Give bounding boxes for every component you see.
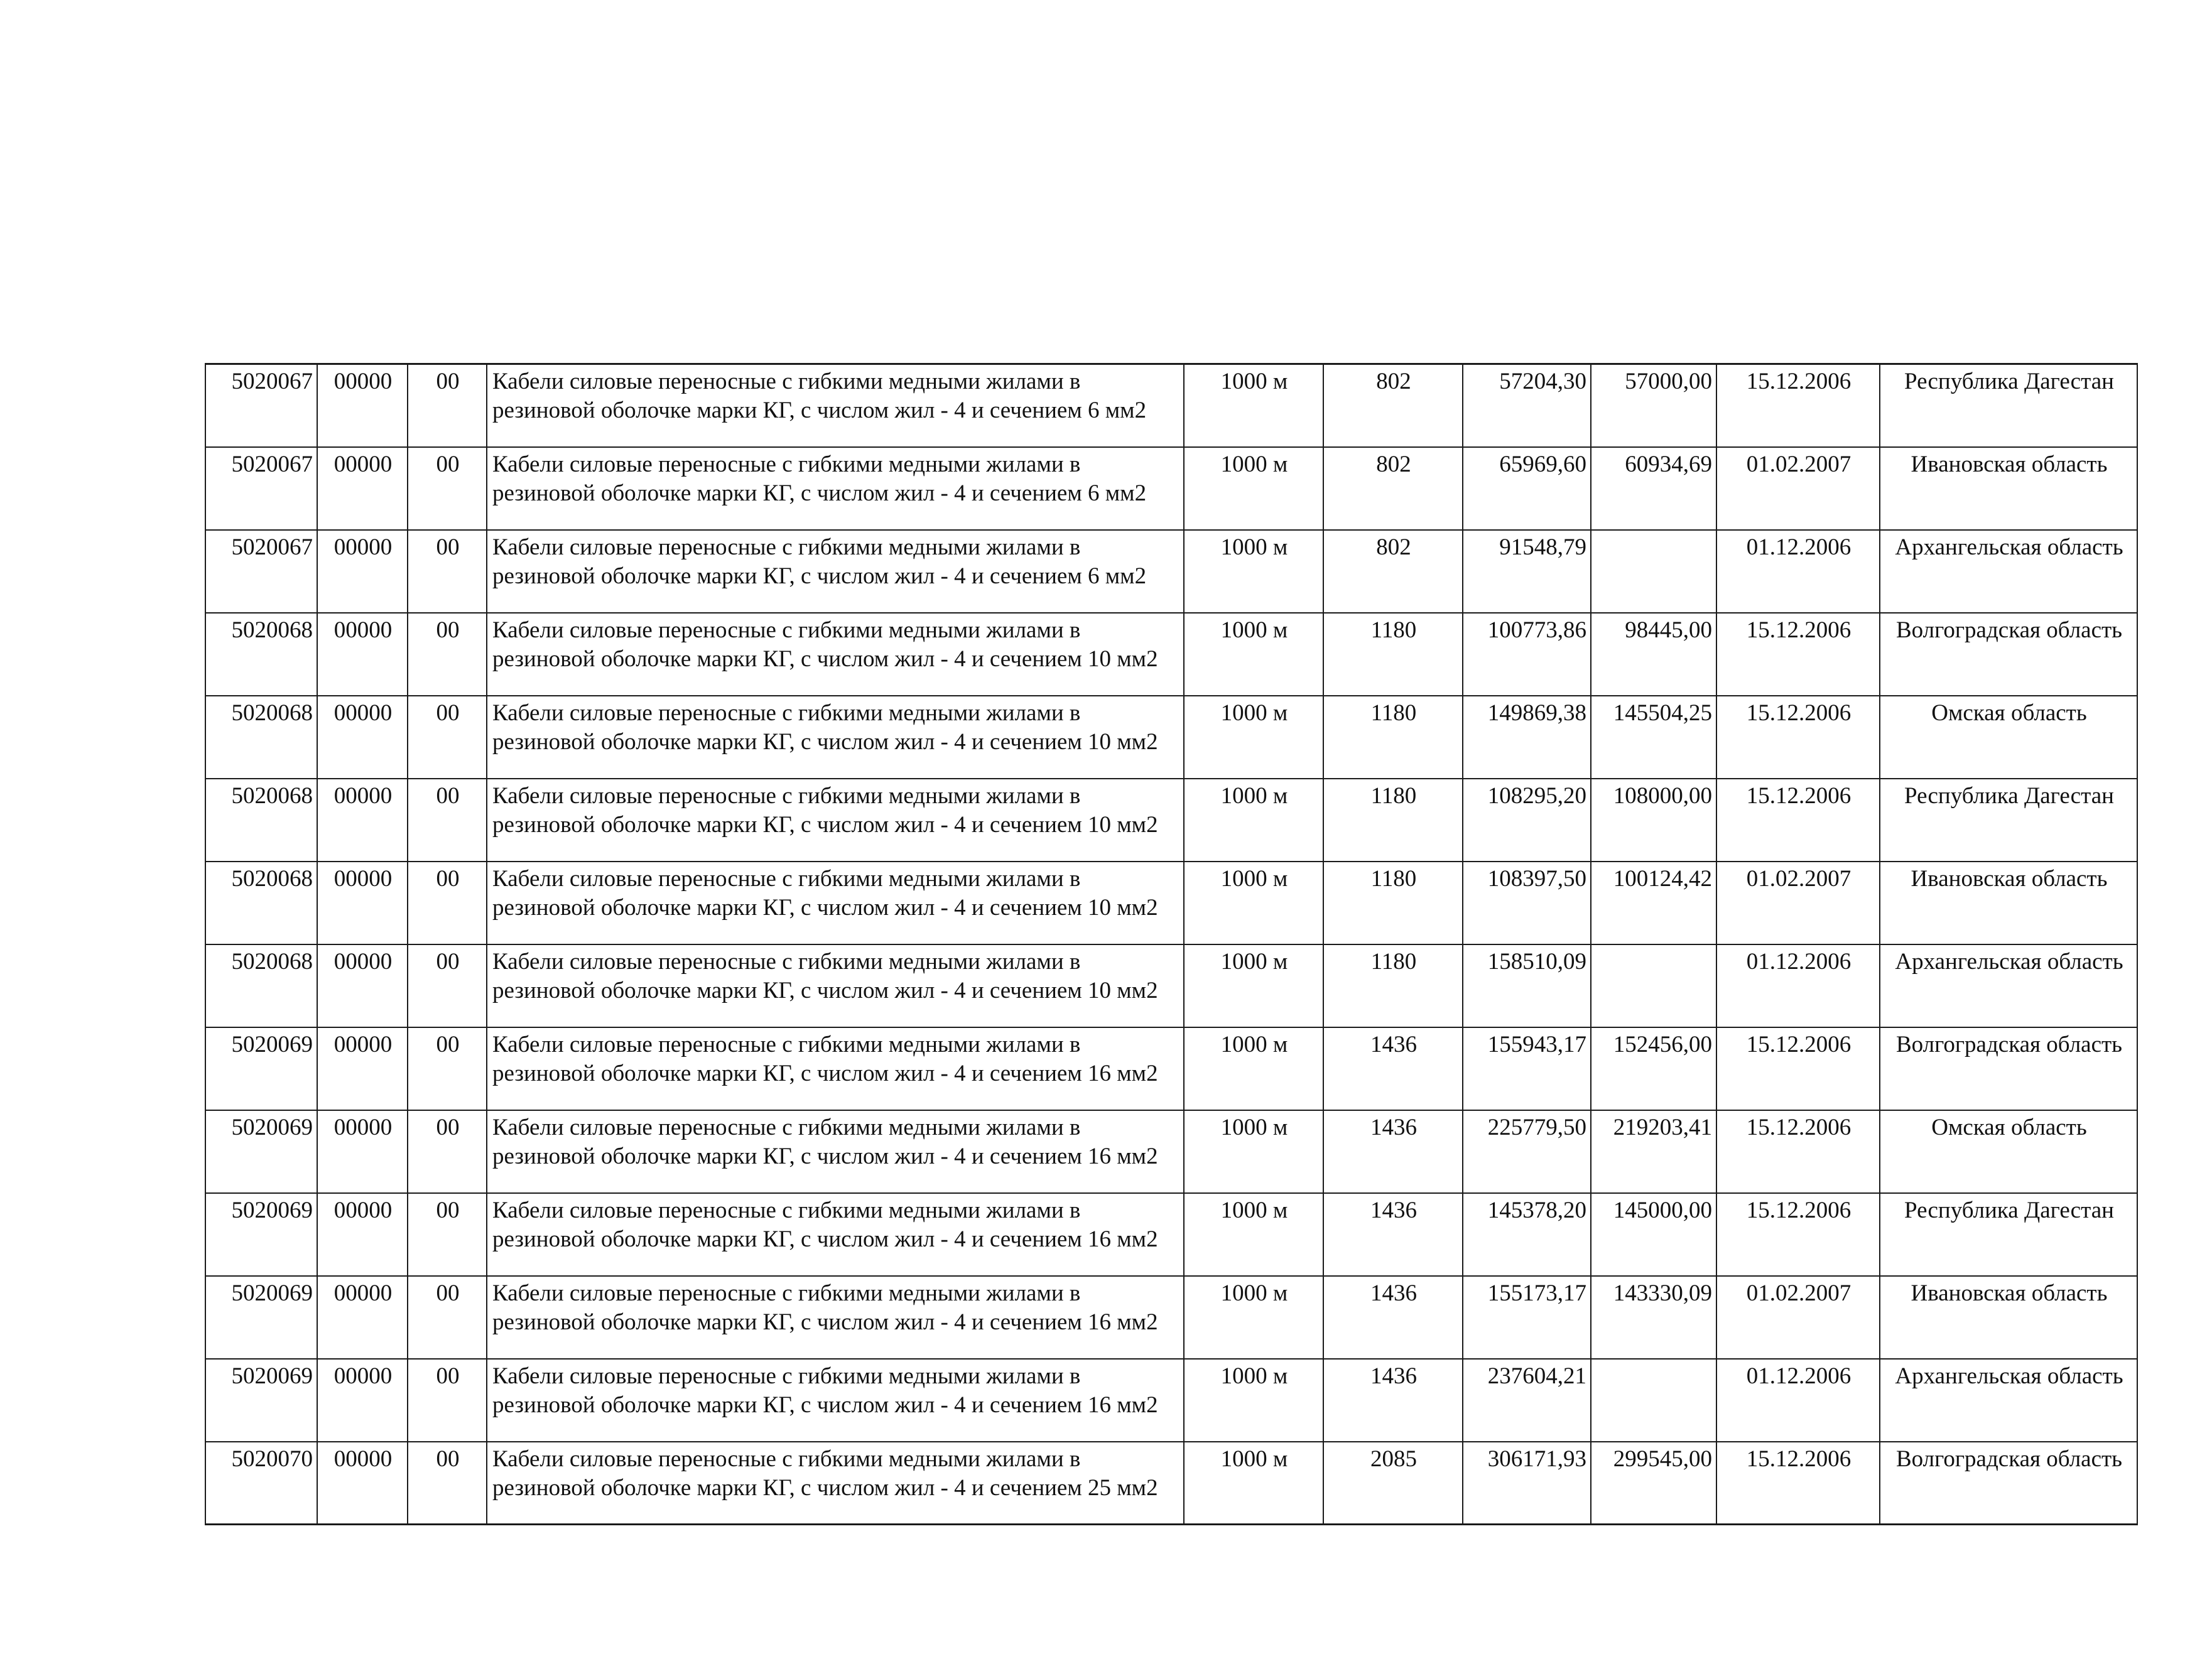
price-cell: 149869,38 — [1463, 696, 1591, 779]
table-row — [205, 1110, 2137, 1193]
quantity-cell: 1180 — [1323, 696, 1463, 779]
date-cell: 01.02.2007 — [1716, 447, 1880, 530]
price-cell: 108397,50 — [1463, 862, 1591, 944]
unit-cell: 1000 м — [1184, 447, 1323, 530]
region-cell: Республика Дагестан — [1880, 1193, 2137, 1276]
description-cell: Кабели силовые переносные с гибкими медными жилами в резиновой оболочке марки КГ, с числом жил - 4 и сечением 10 мм2 — [487, 862, 1184, 944]
subcode-2-cell: 00 — [408, 1110, 487, 1193]
unit-cell: 1000 м — [1184, 1193, 1323, 1276]
region-cell: Волгоградская область — [1880, 1442, 2137, 1525]
subcode-cell: 00000 — [317, 1193, 408, 1276]
subcode-cell: 00000 — [317, 530, 408, 613]
product-code-cell: 5020068 — [205, 696, 317, 779]
unit-cell: 1000 м — [1184, 530, 1323, 613]
price-2-cell: 299545,00 — [1591, 1442, 1716, 1525]
description-cell: Кабели силовые переносные с гибкими медными жилами в резиновой оболочке марки КГ, с числом жил - 4 и сечением 6 мм2 — [487, 530, 1184, 613]
price-2-cell: 145000,00 — [1591, 1193, 1716, 1276]
product-code-cell: 5020069 — [205, 1027, 317, 1110]
price-cell: 155943,17 — [1463, 1027, 1591, 1110]
unit-cell: 1000 м — [1184, 364, 1323, 447]
quantity-cell: 1180 — [1323, 613, 1463, 696]
subcode-cell: 00000 — [317, 944, 408, 1027]
table-row — [205, 1359, 2137, 1442]
description-cell: Кабели силовые переносные с гибкими медными жилами в резиновой оболочке марки КГ, с числом жил - 4 и сечением 25 мм2 — [487, 1442, 1184, 1525]
description-cell: Кабели силовые переносные с гибкими медными жилами в резиновой оболочке марки КГ, с числом жил - 4 и сечением 10 мм2 — [487, 779, 1184, 862]
subcode-2-cell: 00 — [408, 862, 487, 944]
description-cell: Кабели силовые переносные с гибкими медными жилами в резиновой оболочке марки КГ, с числом жил - 4 и сечением 6 мм2 — [487, 447, 1184, 530]
unit-cell: 1000 м — [1184, 613, 1323, 696]
price-2-cell: 219203,41 — [1591, 1110, 1716, 1193]
table-row — [205, 613, 2137, 696]
price-2-cell — [1591, 530, 1716, 613]
subcode-2-cell: 00 — [408, 779, 487, 862]
price-cell: 158510,09 — [1463, 944, 1591, 1027]
subcode-2-cell: 00 — [408, 1442, 487, 1525]
subcode-cell: 00000 — [317, 779, 408, 862]
price-cell: 57204,30 — [1463, 364, 1591, 447]
region-cell: Волгоградская область — [1880, 613, 2137, 696]
product-code-cell: 5020067 — [205, 447, 317, 530]
region-cell: Архангельская область — [1880, 530, 2137, 613]
product-code-cell: 5020068 — [205, 613, 317, 696]
table-row — [205, 1193, 2137, 1276]
region-cell: Волгоградская область — [1880, 1027, 2137, 1110]
table-row — [205, 364, 2137, 447]
price-cell: 145378,20 — [1463, 1193, 1591, 1276]
description-cell: Кабели силовые переносные с гибкими медными жилами в резиновой оболочке марки КГ, с числом жил - 4 и сечением 16 мм2 — [487, 1359, 1184, 1442]
subcode-2-cell: 00 — [408, 944, 487, 1027]
subcode-cell: 00000 — [317, 1027, 408, 1110]
region-cell: Республика Дагестан — [1880, 779, 2137, 862]
subcode-cell: 00000 — [317, 1276, 408, 1359]
price-2-cell: 145504,25 — [1591, 696, 1716, 779]
quantity-cell: 1436 — [1323, 1193, 1463, 1276]
subcode-2-cell: 00 — [408, 1276, 487, 1359]
price-2-cell: 108000,00 — [1591, 779, 1716, 862]
price-cell: 155173,17 — [1463, 1276, 1591, 1359]
quantity-cell: 1180 — [1323, 779, 1463, 862]
product-code-cell: 5020069 — [205, 1193, 317, 1276]
price-2-cell — [1591, 1359, 1716, 1442]
region-cell: Ивановская область — [1880, 447, 2137, 530]
region-cell: Ивановская область — [1880, 862, 2137, 944]
subcode-cell: 00000 — [317, 1110, 408, 1193]
price-cell: 100773,86 — [1463, 613, 1591, 696]
product-code-cell: 5020069 — [205, 1110, 317, 1193]
subcode-2-cell: 00 — [408, 447, 487, 530]
date-cell: 01.12.2006 — [1716, 944, 1880, 1027]
table-row — [205, 1442, 2137, 1525]
description-cell: Кабели силовые переносные с гибкими медными жилами в резиновой оболочке марки КГ, с числом жил - 4 и сечением 6 мм2 — [487, 364, 1184, 447]
date-cell: 15.12.2006 — [1716, 696, 1880, 779]
subcode-2-cell: 00 — [408, 1027, 487, 1110]
region-cell: Ивановская область — [1880, 1276, 2137, 1359]
quantity-cell: 1436 — [1323, 1359, 1463, 1442]
unit-cell: 1000 м — [1184, 1027, 1323, 1110]
description-cell: Кабели силовые переносные с гибкими медными жилами в резиновой оболочке марки КГ, с числом жил - 4 и сечением 10 мм2 — [487, 696, 1184, 779]
date-cell: 01.02.2007 — [1716, 862, 1880, 944]
price-2-cell — [1591, 944, 1716, 1027]
unit-cell: 1000 м — [1184, 1110, 1323, 1193]
subcode-cell: 00000 — [317, 613, 408, 696]
unit-cell: 1000 м — [1184, 1442, 1323, 1525]
date-cell: 15.12.2006 — [1716, 613, 1880, 696]
product-code-cell: 5020067 — [205, 530, 317, 613]
product-code-cell: 5020068 — [205, 862, 317, 944]
subcode-2-cell: 00 — [408, 613, 487, 696]
product-code-cell: 5020068 — [205, 779, 317, 862]
table-row — [205, 447, 2137, 530]
quantity-cell: 2085 — [1323, 1442, 1463, 1525]
product-code-cell: 5020070 — [205, 1442, 317, 1525]
description-cell: Кабели силовые переносные с гибкими медными жилами в резиновой оболочке марки КГ, с числом жил - 4 и сечением 16 мм2 — [487, 1110, 1184, 1193]
price-cell: 91548,79 — [1463, 530, 1591, 613]
quantity-cell: 802 — [1323, 364, 1463, 447]
quantity-cell: 1180 — [1323, 862, 1463, 944]
quantity-cell: 1436 — [1323, 1027, 1463, 1110]
unit-cell: 1000 м — [1184, 862, 1323, 944]
price-2-cell: 57000,00 — [1591, 364, 1716, 447]
date-cell: 15.12.2006 — [1716, 1110, 1880, 1193]
price-2-cell: 143330,09 — [1591, 1276, 1716, 1359]
price-2-cell: 60934,69 — [1591, 447, 1716, 530]
quantity-cell: 1180 — [1323, 944, 1463, 1027]
product-code-cell: 5020069 — [205, 1359, 317, 1442]
subcode-cell: 00000 — [317, 696, 408, 779]
price-cell: 108295,20 — [1463, 779, 1591, 862]
description-cell: Кабели силовые переносные с гибкими медными жилами в резиновой оболочке марки КГ, с числом жил - 4 и сечением 16 мм2 — [487, 1276, 1184, 1359]
subcode-2-cell: 00 — [408, 364, 487, 447]
subcode-2-cell: 00 — [408, 530, 487, 613]
price-cell: 225779,50 — [1463, 1110, 1591, 1193]
subcode-cell: 00000 — [317, 862, 408, 944]
price-cell: 306171,93 — [1463, 1442, 1591, 1525]
date-cell: 15.12.2006 — [1716, 364, 1880, 447]
table-row — [205, 779, 2137, 862]
date-cell: 01.12.2006 — [1716, 530, 1880, 613]
region-cell: Республика Дагестан — [1880, 364, 2137, 447]
date-cell: 15.12.2006 — [1716, 1027, 1880, 1110]
table-row — [205, 1027, 2137, 1110]
unit-cell: 1000 м — [1184, 696, 1323, 779]
table-row — [205, 530, 2137, 613]
region-cell: Архангельская область — [1880, 944, 2137, 1027]
date-cell: 01.12.2006 — [1716, 1359, 1880, 1442]
table-row — [205, 944, 2137, 1027]
description-cell: Кабели силовые переносные с гибкими медными жилами в резиновой оболочке марки КГ, с числом жил - 4 и сечением 10 мм2 — [487, 613, 1184, 696]
product-code-cell: 5020069 — [205, 1276, 317, 1359]
subcode-cell: 00000 — [317, 447, 408, 530]
product-code-cell: 5020068 — [205, 944, 317, 1027]
description-cell: Кабели силовые переносные с гибкими медными жилами в резиновой оболочке марки КГ, с числом жил - 4 и сечением 16 мм2 — [487, 1027, 1184, 1110]
date-cell: 15.12.2006 — [1716, 1193, 1880, 1276]
unit-cell: 1000 м — [1184, 1276, 1323, 1359]
table-row — [205, 1276, 2137, 1359]
price-table — [205, 363, 2138, 1525]
quantity-cell: 802 — [1323, 447, 1463, 530]
quantity-cell: 1436 — [1323, 1110, 1463, 1193]
table-row — [205, 696, 2137, 779]
subcode-2-cell: 00 — [408, 1193, 487, 1276]
unit-cell: 1000 м — [1184, 944, 1323, 1027]
subcode-2-cell: 00 — [408, 696, 487, 779]
price-2-cell: 152456,00 — [1591, 1027, 1716, 1110]
subcode-2-cell: 00 — [408, 1359, 487, 1442]
product-code-cell: 5020067 — [205, 364, 317, 447]
date-cell: 15.12.2006 — [1716, 1442, 1880, 1525]
unit-cell: 1000 м — [1184, 1359, 1323, 1442]
price-cell: 237604,21 — [1463, 1359, 1591, 1442]
description-cell: Кабели силовые переносные с гибкими медными жилами в резиновой оболочке марки КГ, с числом жил - 4 и сечением 10 мм2 — [487, 944, 1184, 1027]
unit-cell: 1000 м — [1184, 779, 1323, 862]
description-cell: Кабели силовые переносные с гибкими медными жилами в резиновой оболочке марки КГ, с числом жил - 4 и сечением 16 мм2 — [487, 1193, 1184, 1276]
region-cell: Архангельская область — [1880, 1359, 2137, 1442]
subcode-cell: 00000 — [317, 1359, 408, 1442]
table-row — [205, 862, 2137, 944]
price-2-cell: 98445,00 — [1591, 613, 1716, 696]
quantity-cell: 1436 — [1323, 1276, 1463, 1359]
quantity-cell: 802 — [1323, 530, 1463, 613]
region-cell: Омская область — [1880, 1110, 2137, 1193]
date-cell: 01.02.2007 — [1716, 1276, 1880, 1359]
price-2-cell: 100124,42 — [1591, 862, 1716, 944]
subcode-cell: 00000 — [317, 364, 408, 447]
region-cell: Омская область — [1880, 696, 2137, 779]
table-body — [205, 364, 2137, 1525]
subcode-cell: 00000 — [317, 1442, 408, 1525]
date-cell: 15.12.2006 — [1716, 779, 1880, 862]
price-cell: 65969,60 — [1463, 447, 1591, 530]
